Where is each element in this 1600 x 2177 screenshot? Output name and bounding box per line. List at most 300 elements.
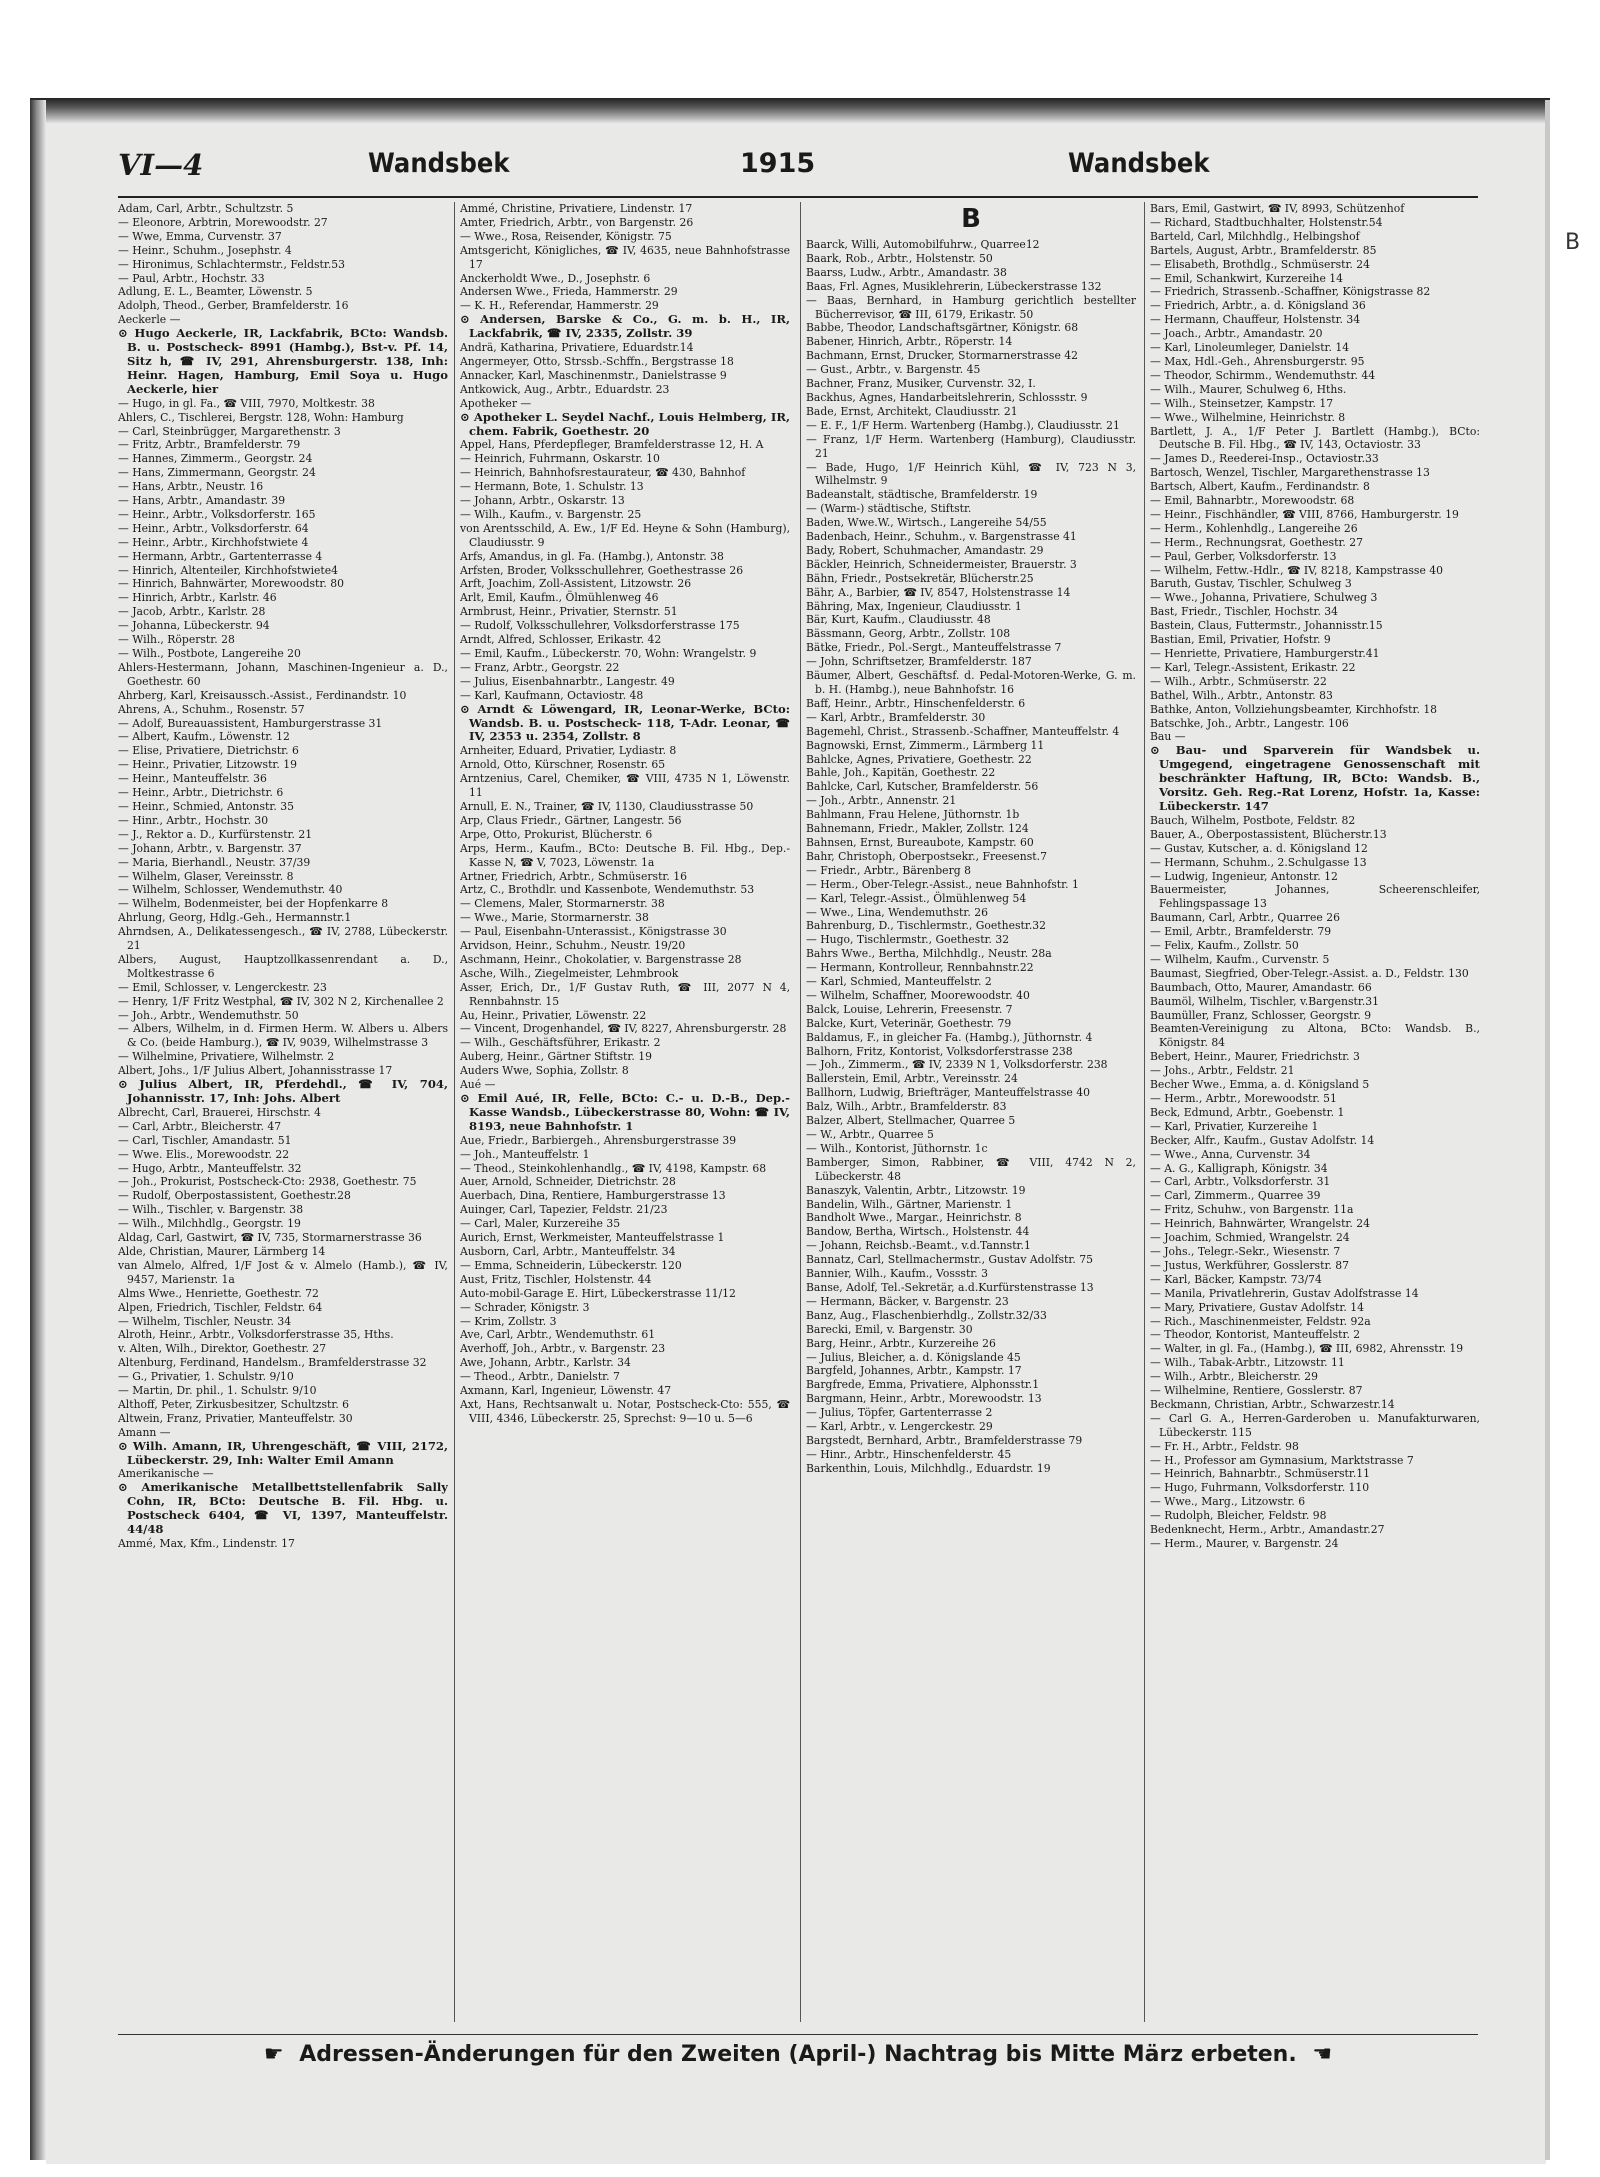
directory-entry: Babbe, Theodor, Landschaftsgärtner, Königstr. 68 [806, 321, 1079, 335]
pointing-hand-icon: ☚ [1312, 2042, 1333, 2067]
directory-entry: — Wilh., Postbote, Langereihe 20 [118, 647, 301, 660]
directory-entry: — Friedrich, Strassenb.-Schaffner, Königstrasse 82 [1150, 285, 1431, 299]
directory-entry: — Franz, 1/F Herm. Wartenberg (Hamburg), Claudiusstr. 21 [806, 432, 1136, 460]
directory-entry: — Paul, Gerber, Volksdorferstr. 13 [1150, 549, 1337, 563]
directory-entry: Ahlers-Hestermann, Johann, Maschinen-Ingenieur a. D., Goethestr. 60 [118, 660, 448, 688]
directory-entry: — Johann, Arbtr., v. Bargenstr. 37 [118, 841, 302, 855]
directory-entry: Arps, Herm., Kaufm., BCto: Deutsche B. Fil. Hbg., Dep.-Kasse N, ☎ V, 7023, Löwenstr. 1a [460, 841, 790, 869]
directory-entry: — Hermann, Kontrolleur, Rennbahnstr.22 [806, 961, 1034, 975]
directory-entry: — Henry, 1/F Fritz Westphal, ☎ IV, 302 N 2, Kirchenallee 2 [118, 994, 444, 1008]
directory-entry: Artz, C., Brothdlr. und Kassenbote, Wendemuthstr. 53 [460, 883, 755, 897]
directory-entry: — Wilh., Milchhdlg., Georgstr. 19 [118, 1217, 301, 1231]
directory-entry: — Hinrich, Altenteiler, Kirchhofstwiete4 [118, 563, 339, 577]
directory-entry: Baumüller, Franz, Schlosser, Georgstr. 9 [1150, 1008, 1372, 1022]
directory-entry: — Henriette, Privatiere, Hamburgerstr.41 [1150, 647, 1380, 660]
directory-entry: Baldamus, F., in gleicher Fa. (Hambg.), Jüthornstr. 4 [806, 1030, 1093, 1044]
directory-entry: — Wilh., Geschäftsführer, Erikastr. 2 [460, 1036, 661, 1050]
directory-entry: Bätke, Friedr., Pol.-Sergt., Manteuffelstrasse 7 [806, 641, 1062, 655]
directory-entry: — Wilhelm, Kaufm., Curvenstr. 5 [1150, 952, 1330, 966]
directory-entry: Altenburg, Ferdinand, Handelsm., Bramfelderstrasse 32 [118, 1356, 427, 1370]
directory-entry: — Rudolph, Bleicher, Feldstr. 98 [1150, 1509, 1327, 1523]
directory-entry: — Johs., Telegr.-Sekr., Wiesenstr. 7 [1150, 1244, 1341, 1258]
directory-entry: — Wilh., Tabak-Arbtr., Litzowstr. 11 [1150, 1356, 1345, 1370]
directory-entry: — Emil, Bahnarbtr., Morewoodstr. 68 [1150, 494, 1355, 508]
directory-entry: — Bade, Hugo, 1/F Heinrich Kühl, ☎ IV, 723 N 3, Wilhelmstr. 9 [806, 460, 1136, 488]
directory-entry: — Wwe., Rosa, Reisender, Königstr. 75 [460, 229, 672, 243]
directory-entry: — Hans, Arbtr., Amandastr. 39 [118, 494, 286, 508]
directory-entry: — Wilhelm, Schlosser, Wendemuthstr. 40 [118, 883, 343, 897]
directory-entry: Banz, Aug., Flaschenbierhdlg., Zollstr.32/33 [806, 1308, 1047, 1322]
directory-entry: Bähn, Friedr., Postsekretär, Blücherstr.25 [806, 571, 1034, 585]
directory-entry: — Herm., Ober-Telegr.-Assist., neue Bahnhofstr. 1 [806, 877, 1079, 891]
directory-entry: Alde, Christian, Maurer, Lärmberg 14 [118, 1244, 326, 1258]
directory-entry: Baff, Heinr., Arbtr., Hinschenfelderstr. 6 [806, 696, 1026, 710]
directory-entry: — Wilhelm, Fettw.-Hdlr., ☎ IV, 8218, Kampstrasse 40 [1150, 563, 1444, 577]
directory-entry: Barteld, Carl, Milchhdlg., Helbingshof [1150, 229, 1360, 243]
directory-entry: Awe, Johann, Arbtr., Karlstr. 34 [460, 1356, 631, 1370]
directory-entry: — Rich., Maschinenmeister, Feldstr. 92a [1150, 1314, 1371, 1328]
directory-entry: — Hinrich, Bahnwärter, Morewoodstr. 80 [118, 577, 344, 591]
directory-entry: Bahnemann, Friedr., Makler, Zollstr. 124 [806, 822, 1029, 836]
directory-entry: Bargfeld, Johannes, Arbtr., Kampstr. 17 [806, 1364, 1022, 1378]
directory-entry: Arlt, Emil, Kaufm., Ölmühlenweg 46 [460, 591, 659, 605]
directory-entry: ⊙ Emil Aué, IR, Felle, BCto: C.- u. D.-B., Dep.-Kasse Wandsb., Lübeckerstrasse 80, Wohn: ☎ IV, 8193, neue Bahnhofstr. 1 [460, 1091, 790, 1133]
directory-entry: — Gust., Arbtr., v. Bargenstr. 45 [806, 363, 981, 377]
scan-shadow-top [30, 98, 1550, 124]
directory-entry: Baruth, Gustav, Tischler, Schulweg 3 [1150, 577, 1352, 591]
directory-entry: — Krim, Zollstr. 3 [460, 1314, 557, 1328]
directory-entry: — Heinr., Schuhm., Josephstr. 4 [118, 243, 292, 257]
directory-entry: Amtsgericht, Königliches, ☎ IV, 4635, neue Bahnhofstrasse 17 [460, 243, 790, 271]
scan-shadow-left [30, 100, 46, 2160]
directory-entry: — Theod., Steinkohlenhandlg., ☎ IV, 4198, Kampstr. 68 [460, 1161, 767, 1175]
directory-entry: Amann — [118, 1425, 171, 1439]
directory-entry: — Carl, Maler, Kurzereihe 35 [460, 1217, 621, 1231]
directory-entry: Bär, Kurt, Kaufm., Claudiusstr. 48 [806, 613, 991, 627]
directory-entry: Asser, Erich, Dr., 1/F Gustav Ruth, ☎ III, 2077 N 4, Rennbahnstr. 15 [460, 980, 790, 1008]
directory-entry: Ballerstein, Emil, Arbtr., Vereinsstr. 24 [806, 1072, 1018, 1086]
directory-entry: — Ludwig, Ingenieur, Antonstr. 12 [1150, 869, 1338, 883]
directory-entry: Aurich, Ernst, Werkmeister, Manteuffelstrasse 1 [460, 1231, 725, 1245]
directory-entry: — W., Arbtr., Quarree 5 [806, 1128, 934, 1141]
directory-entry: Arnheiter, Eduard, Privatier, Lydiastr. 8 [460, 744, 677, 758]
directory-entry: Bahrs Wwe., Bertha, Milchhdlg., Neustr. 28a [806, 947, 1052, 961]
directory-entry: Batschke, Joh., Arbtr., Langestr. 106 [1150, 716, 1349, 730]
directory-entry: ⊙ Amerikanische Metallbettstellenfabrik Sally Cohn, IR, BCto: Deutsche B. Fil. Hbg. u. Postscheck 6404, ☎ VI, 1397, Manteuffelstr. 44/48 [118, 1480, 448, 1537]
directory-entry: Adam, Carl, Arbtr., Schultzstr. 5 [118, 202, 294, 215]
directory-entry: Bahrenburg, D., Tischlermstr., Goethestr.32 [806, 919, 1047, 933]
directory-entry: — Heinrich, Bahnwärter, Wrangelstr. 24 [1150, 1217, 1370, 1231]
directory-entry: Bauer, A., Oberpostassistent, Blücherstr.13 [1150, 827, 1387, 841]
directory-entry: Balhorn, Fritz, Kontorist, Volksdorferstrasse 238 [806, 1044, 1073, 1058]
directory-entry: — Rudolf, Oberpostassistent, Goethestr.28 [118, 1189, 351, 1203]
directory-entry: — Hugo, Fuhrmann, Volksdorferstr. 110 [1150, 1481, 1370, 1495]
directory-entry: — Karl, Kaufmann, Octaviostr. 48 [460, 688, 644, 702]
directory-entry: Bade, Ernst, Architekt, Claudiusstr. 21 [806, 404, 1018, 418]
directory-entry: Bagnowski, Ernst, Zimmerm., Lärmberg 11 [806, 738, 1045, 752]
directory-entry: Bahlcke, Agnes, Privatiere, Goethestr. 22 [806, 752, 1032, 766]
directory-entry: — Franz, Arbtr., Georgstr. 22 [460, 660, 620, 674]
directory-entry: Altwein, Franz, Privatier, Manteuffelstr. 30 [118, 1411, 353, 1425]
directory-entry: — Wwe., Lina, Wendemuthstr. 26 [806, 905, 988, 919]
directory-entry: ⊙ Andersen, Barske & Co., G. m. b. H., IR, Lackfabrik, ☎ IV, 2335, Zollstr. 39 [460, 312, 790, 341]
directory-entry: ⊙ Bau- und Sparverein für Wandsbek u. Umgegend, eingetragene Genossenschaft mit beschränkter Haftung, IR, BCto: Wandsb. B., Vorsitz. Geh. Reg.-Rat Lorenz, Hofstr. 1a, Kasse: Lübeckerstr. 147 [1150, 743, 1480, 813]
directory-entry: Bartels, August, Arbtr., Bramfelderstr. 85 [1150, 243, 1377, 257]
directory-entry: — Johs., Arbtr., Feldstr. 21 [1150, 1064, 1295, 1078]
directory-entry: Balz, Wilh., Arbtr., Bramfelderstr. 83 [806, 1100, 1007, 1114]
directory-entry: — Emil, Schankwirt, Kurzereihe 14 [1150, 271, 1344, 285]
directory-entry: Baumöl, Wilhelm, Tischler, v.Bargenstr.31 [1150, 994, 1380, 1008]
directory-entry: Bartosch, Wenzel, Tischler, Margarethenstrasse 13 [1150, 466, 1430, 480]
directory-entry: Bau — [1150, 730, 1186, 744]
directory-entry: Albrecht, Carl, Brauerei, Hirschstr. 4 [118, 1105, 321, 1119]
directory-entry: — Hugo, Arbtr., Manteuffelstr. 32 [118, 1161, 302, 1175]
directory-entry: — Vincent, Drogenhandel, ☎ IV, 8227, Ahrensburgerstr. 28 [460, 1022, 787, 1036]
directory-entry: — Carl, Zimmerm., Quarree 39 [1150, 1189, 1321, 1203]
directory-entry: Badeanstalt, städtische, Bramfelderstr. 19 [806, 488, 1038, 502]
directory-entry: — Hinr., Arbtr., Hinschenfelderstr. 45 [806, 1447, 1012, 1461]
directory-entry: Aldag, Carl, Gastwirt, ☎ IV, 735, Stormarnerstrasse 36 [118, 1231, 422, 1245]
directory-entry: Bandholt Wwe., Margar., Heinrichstr. 8 [806, 1211, 1022, 1225]
directory-entry: — Paul, Eisenbahn-Unterassist., Königstrasse 30 [460, 925, 727, 939]
directory-entry: — J., Rektor a. D., Kurfürstenstr. 21 [118, 827, 313, 841]
directory-entry: Arft, Joachim, Zoll-Assistent, Litzowstr. 26 [460, 577, 692, 591]
directory-entry: — Schrader, Königstr. 3 [460, 1300, 590, 1314]
directory-entry: — Joachim, Schmied, Wrangelstr. 24 [1150, 1231, 1350, 1245]
directory-entry: — Wilh., Kaufm., v. Bargenstr. 25 [460, 507, 642, 521]
directory-entry: — Hans, Zimmermann, Georgstr. 24 [118, 466, 316, 480]
directory-entry: — Johann, Reichsb.-Beamt., v.d.Tannstr.1 [806, 1239, 1031, 1253]
directory-entry: — Wilhelm, Schaffner, Moorewoodstr. 40 [806, 988, 1030, 1002]
directory-entry: Baark, Rob., Arbtr., Holstenstr. 50 [806, 251, 993, 265]
directory-entry: — Karl, Linoleumleger, Danielstr. 14 [1150, 341, 1350, 355]
directory-entry: — Wwe., Anna, Curvenstr. 34 [1150, 1147, 1311, 1161]
header-right-title: Wandsbek [1068, 148, 1210, 179]
directory-entry: — Heinr., Arbtr., Volksdorferstr. 64 [118, 521, 309, 535]
directory-entry: — Hinr., Arbtr., Hochstr. 30 [118, 813, 269, 827]
directory-entry: — Felix, Kaufm., Zollstr. 50 [1150, 939, 1299, 953]
directory-entry: — Wilh., Arbtr., Schmüserstr. 22 [1150, 674, 1327, 688]
directory-entry: — Paul, Arbtr., Hochstr. 33 [118, 271, 265, 285]
directory-entry: Arntzenius, Carel, Chemiker, ☎ VIII, 4735 N 1, Löwenstr. 11 [460, 772, 790, 800]
directory-entry: Bandelin, Wilh., Gärtner, Marienstr. 1 [806, 1197, 1013, 1211]
directory-entry: — Julius, Töpfer, Gartenterrasse 2 [806, 1406, 993, 1420]
directory-entry: — Heinr., Arbtr., Dietrichstr. 6 [118, 786, 284, 800]
directory-entry: — Heinr., Manteuffelstr. 36 [118, 772, 267, 786]
directory-entry: Baumbach, Otto, Maurer, Amandastr. 66 [1150, 980, 1372, 994]
directory-entry: — Wilh., Steinsetzer, Kampstr. 17 [1150, 396, 1334, 410]
directory-entry: — Elisabeth, Brothdlg., Schmüserstr. 24 [1150, 257, 1371, 271]
directory-entry: — Martin, Dr. phil., 1. Schulstr. 9/10 [118, 1384, 317, 1398]
directory-entry: — Wilhelmine, Rentiere, Gosslerstr. 87 [1150, 1384, 1363, 1398]
directory-entry: Aust, Fritz, Tischler, Holstenstr. 44 [460, 1272, 652, 1286]
directory-entry: — Herm., Arbtr., Morewoodstr. 51 [1150, 1092, 1337, 1105]
directory-entry: — Wilhelm, Bodenmeister, bei der Hopfenkarre 8 [118, 897, 389, 911]
directory-entry: Apotheker — [460, 396, 532, 410]
directory-entry: — Manila, Privatlehrerin, Gustav Adolfstrasse 14 [1150, 1286, 1419, 1300]
directory-entry: Banse, Adolf, Tel.-Sekretär, a.d.Kurfürstenstrasse 13 [806, 1280, 1094, 1294]
directory-entry: Auerbach, Dina, Rentiere, Hamburgerstrasse 13 [460, 1189, 726, 1203]
directory-entry: — Elise, Privatiere, Dietrichstr. 6 [118, 744, 299, 758]
directory-entry: — Emma, Schneiderin, Lübeckerstr. 120 [460, 1258, 682, 1272]
directory-entry: Barg, Heinr., Arbtr., Kurzereihe 26 [806, 1336, 996, 1350]
directory-entry: Becher Wwe., Emma, a. d. Königsland 5 [1150, 1078, 1370, 1092]
directory-entry: Ahrlung, Georg, Hdlg.-Geh., Hermannstr.1 [118, 911, 352, 925]
directory-entry: Adlung, E. L., Beamter, Löwenstr. 5 [118, 285, 313, 299]
directory-entry: Bargstedt, Bernhard, Arbtr., Bramfelderstrasse 79 [806, 1433, 1083, 1447]
directory-entry: Ave, Carl, Arbtr., Wendemuthstr. 61 [460, 1328, 656, 1342]
directory-entry: — Friedrich, Arbtr., a. d. Königsland 36 [1150, 299, 1366, 313]
directory-entry: — Wilh., Tischler, v. Bargenstr. 38 [118, 1203, 304, 1217]
directory-entry: Ahlers, C., Tischlerei, Bergstr. 128, Wohn: Hamburg [118, 410, 404, 424]
directory-entry: Bahr, Christoph, Oberpostsekr., Freesenst.7 [806, 849, 1047, 863]
directory-entry: — Carl, Tischler, Amandastr. 51 [118, 1133, 292, 1147]
directory-entry: v. Alten, Wilh., Direktor, Goethestr. 27 [118, 1342, 327, 1356]
directory-entry: — Rudolf, Volksschullehrer, Volksdorferstrasse 175 [460, 619, 740, 633]
directory-entry: Ausborn, Carl, Arbtr., Manteuffelstr. 34 [460, 1244, 676, 1258]
directory-entry: — Richard, Stadtbuchhalter, Holstenstr.54 [1150, 215, 1383, 229]
directory-entry: Ballhorn, Ludwig, Briefträger, Manteuffelstrasse 40 [806, 1086, 1090, 1100]
directory-entry: — Johanna, Lübeckerstr. 94 [118, 619, 270, 633]
directory-entry: Andersen Wwe., Frieda, Hammerstr. 29 [460, 285, 678, 299]
directory-entry: — John, Schriftsetzer, Bramfelderstr. 187 [806, 655, 1032, 669]
directory-entry: Balck, Louise, Lehrerin, Freesenstr. 7 [806, 1002, 1013, 1016]
directory-entry: Ahrens, A., Schuhm., Rosenstr. 57 [118, 702, 305, 716]
directory-entry: ⊙ Arndt & Löwengard, IR, Leonar-Werke, BCto: Wandsb. B. u. Postscheck- 118, T-Adr. Leonar, ☎ IV, 2353 u. 2354, Zollstr. 8 [460, 701, 790, 744]
directory-entry: Appel, Hans, Pferdepfleger, Bramfelderstrasse 12, H. A [460, 438, 764, 452]
page-header [118, 148, 1473, 190]
directory-entry: — G., Privatier, 1. Schulstr. 9/10 [118, 1370, 294, 1384]
directory-entry: ⊙ Wilh. Amann, IR, Uhrengeschäft, ☎ VIII, 2172, Lübeckerstr. 29, Inh: Walter Emil Amann [118, 1438, 448, 1467]
directory-entry: — Joh., Arbtr., Annenstr. 21 [806, 794, 957, 808]
directory-column-4 [1150, 202, 1480, 2032]
directory-entry: Bargmann, Heinr., Arbtr., Morewoodstr. 13 [806, 1392, 1042, 1406]
directory-entry: — Gustav, Kutscher, a. d. Königsland 12 [1150, 841, 1368, 855]
footer-text: Adressen-Änderungen für den Zweiten (April-) Nachtrag bis Mitte März erbeten. [299, 2042, 1297, 2067]
directory-entry: — Baas, Bernhard, in Hamburg gerichtlich bestellter Bücherrevisor, ☎ III, 6179, Erikastr. 50 [806, 293, 1136, 321]
directory-entry: Alpen, Friedrich, Tischler, Feldstr. 64 [118, 1300, 323, 1314]
directory-entry: Bartlett, J. A., 1/F Peter J. Bartlett (Hambg.), BCto: Deutsche B. Fil. Hbg., ☎ IV, 143, Octaviostr. 33 [1150, 424, 1480, 452]
directory-entry: Bachmann, Ernst, Drucker, Stormarnerstrasse 42 [806, 349, 1079, 363]
directory-entry: Beckmann, Christian, Arbtr., Schwarzestr.14 [1150, 1397, 1395, 1411]
directory-entry: Adolph, Theod., Gerber, Bramfelderstr. 16 [118, 299, 349, 313]
directory-entry: Baas, Frl. Agnes, Musiklehrerin, Lübeckerstrasse 132 [806, 279, 1102, 293]
directory-entry: — Emil, Schlosser, v. Lengerckestr. 23 [118, 980, 327, 994]
directory-entry: — Joh., Arbtr., Wendemuthstr. 50 [118, 1008, 299, 1022]
directory-entry: Bastian, Emil, Privatier, Hofstr. 9 [1150, 633, 1331, 647]
directory-entry: — Wwe, Emma, Curvenstr. 37 [118, 229, 282, 243]
directory-entry: Aue, Friedr., Barbiergeh., Ahrensburgerstrasse 39 [460, 1133, 737, 1147]
directory-entry: — Karl, Telegr.-Assist., Ölmühlenweg 54 [806, 891, 1027, 905]
directory-entry: Ammé, Max, Kfm., Lindenstr. 17 [118, 1537, 295, 1550]
directory-entry: Banaszyk, Valentin, Arbtr., Litzowstr. 19 [806, 1183, 1026, 1197]
directory-entry: Babener, Hinrich, Arbtr., Röperstr. 14 [806, 335, 1013, 349]
directory-entry: Bähr, A., Barbier, ☎ IV, 8547, Holstenstrasse 14 [806, 585, 1071, 599]
directory-entry: Baarss, Ludw., Arbtr., Amandastr. 38 [806, 265, 1007, 279]
directory-entry: — Theod., Arbtr., Danielstr. 7 [460, 1370, 620, 1384]
directory-entry: — Adolf, Bureauassistent, Hamburgerstrasse 31 [118, 716, 383, 730]
directory-entry: Baden, Wwe.W., Wirtsch., Langereihe 54/55 [806, 516, 1047, 530]
directory-entry: Bäckler, Heinrich, Schneidermeister, Brauerstr. 3 [806, 557, 1077, 571]
directory-entry: Bahlmann, Frau Helene, Jüthornstr. 1b [806, 808, 1020, 822]
directory-entry: Bartsch, Albert, Kaufm., Ferdinandstr. 8 [1150, 480, 1370, 494]
directory-entry: ⊙ Hugo Aeckerle, IR, Lackfabrik, BCto: Wandsb. B. u. Postscheck- 8991 (Hambg.), Bst-v. Pf. 14, Sitz h, ☎ IV, 291, Ahrensburgerstr. 138, Inh: Heinr. Hagen, Hamburg, Emil Soya u. Hugo Aeckerle, hier [118, 326, 448, 396]
directory-entry: — Albers, Wilhelm, in d. Firmen Herm. W. Albers u. Albers & Co. (beide Hamburg.), ☎ IV, 9039, Wilhelmstrasse 3 [118, 1022, 448, 1050]
directory-entry: Bast, Friedr., Tischler, Hochstr. 34 [1150, 605, 1339, 619]
directory-entry: ⊙ Apotheker L. Seydel Nachf., Louis Helmberg, IR, chem. Fabrik, Goethestr. 20 [460, 409, 790, 438]
directory-entry: Arp, Claus Friedr., Gärtner, Langestr. 56 [460, 813, 682, 827]
directory-entry: — Heinr., Arbtr., Kirchhofstwiete 4 [118, 535, 309, 549]
directory-entry: — Albert, Kaufm., Löwenstr. 12 [118, 730, 290, 744]
directory-entry: — Fritz, Arbtr., Bramfelderstr. 79 [118, 438, 301, 452]
directory-entry: Auto-mobil-Garage E. Hirt, Lübeckerstrasse 11/12 [460, 1286, 736, 1300]
directory-entry: Amter, Friedrich, Arbtr., von Bargenstr. 26 [460, 215, 694, 229]
margin-mark: B [1565, 230, 1581, 255]
directory-entry: Bargfrede, Emma, Privatiere, Alphonsstr.1 [806, 1378, 1040, 1392]
directory-entry: Bähring, Max, Ingenieur, Claudiusstr. 1 [806, 599, 1022, 613]
directory-entry: Badenbach, Heinr., Schuhm., v. Bargenstrasse 41 [806, 530, 1077, 544]
directory-entry: Arpe, Otto, Prokurist, Blücherstr. 6 [460, 827, 653, 841]
directory-entry: Bagemehl, Christ., Strassenb.-Schaffner, Manteuffelstr. 4 [806, 724, 1120, 738]
directory-entry: — Heinrich, Bahnhofsrestaurateur, ☎ 430, Bahnhof [460, 466, 746, 480]
directory-entry: Bässmann, Georg, Arbtr., Zollstr. 108 [806, 627, 1011, 641]
directory-column-2 [460, 202, 790, 2032]
directory-column-1 [118, 202, 448, 2032]
page-edge [1545, 100, 1550, 2160]
directory-entry: — (Warm-) städtische, Stiftstr. [806, 502, 972, 516]
directory-entry: Arnull, E. N., Trainer, ☎ IV, 1130, Claudiusstrasse 50 [460, 799, 754, 813]
directory-entry: Barecki, Emil, v. Bargenstr. 30 [806, 1322, 973, 1336]
directory-entry: — Karl, Arbtr., Bramfelderstr. 30 [806, 710, 986, 724]
directory-entry: — Karl, Bäcker, Kampstr. 73/74 [1150, 1272, 1322, 1286]
directory-entry: Bebert, Heinr., Maurer, Friedrichstr. 3 [1150, 1050, 1360, 1064]
directory-entry: Beamten-Vereinigung zu Altona, BCto: Wandsb. B., Königstr. 84 [1150, 1022, 1480, 1050]
page-number: VI—4 [118, 148, 204, 182]
directory-entry: — Karl, Privatier, Kurzereihe 1 [1150, 1119, 1319, 1133]
directory-entry: — Hinrich, Arbtr., Karlstr. 46 [118, 591, 277, 605]
directory-entry: Bamberger, Simon, Rabbiner, ☎ VIII, 4742 N 2, Lübeckerstr. 48 [806, 1155, 1136, 1183]
directory-entry: — Hermann, Schuhm., 2.Schulgasse 13 [1150, 855, 1367, 869]
directory-entry: — Wwe., Marie, Stormarnerstr. 38 [460, 911, 649, 925]
directory-entry: Bedenknecht, Herm., Arbtr., Amandastr.27 [1150, 1523, 1385, 1537]
directory-entry: Balzer, Albert, Stellmacher, Quarree 5 [806, 1114, 1016, 1128]
directory-entry: Bäumer, Albert, Geschäftsf. d. Pedal-Motoren-Werke, G. m. b. H. (Hambg.), neue Bahnhofstr. 16 [806, 669, 1136, 696]
directory-entry: — Wilh., Arbtr., Bleicherstr. 29 [1150, 1370, 1319, 1384]
directory-entry: — Karl, Schmied, Manteuffelstr. 2 [806, 975, 992, 989]
directory-entry: — Herm., Maurer, v. Bargenstr. 24 [1150, 1537, 1339, 1550]
directory-entry: Anckerholdt Wwe., D., Josephstr. 6 [460, 271, 651, 285]
directory-columns [118, 202, 1480, 2032]
directory-entry: Bahnsen, Ernst, Bureaubote, Kampstr. 60 [806, 835, 1034, 849]
directory-entry: Axt, Hans, Rechtsanwalt u. Notar, Postscheck-Cto: 555, ☎ VIII, 4346, Lübeckerstr. 25, Sprechst: 9—10 u. 5—6 [460, 1397, 790, 1425]
directory-entry: von Arentsschild, A. Ew., 1/F Ed. Heyne & Sohn (Hamburg), Claudiusstr. 9 [460, 521, 790, 549]
directory-entry: Albert, Johs., 1/F Julius Albert, Johannisstrasse 17 [118, 1064, 393, 1078]
directory-entry: — Clemens, Maler, Stormarnerstr. 38 [460, 897, 665, 911]
directory-entry: — Theodor, Kontorist, Manteuffelstr. 2 [1150, 1328, 1361, 1342]
directory-entry: — Heinr., Schmied, Antonstr. 35 [118, 799, 294, 813]
directory-entry: — Eleonore, Arbtrin, Morewoodstr. 27 [118, 215, 328, 229]
directory-entry: Bady, Robert, Schuhmacher, Amandastr. 29 [806, 543, 1044, 557]
directory-entry: Ammé, Christine, Privatiere, Lindenstr. 17 [460, 202, 693, 215]
directory-entry: — Wilh., Maurer, Schulweg 6, Hths. [1150, 382, 1347, 396]
directory-entry: Angermeyer, Otto, Strssb.-Schffn., Bergstrasse 18 [460, 354, 734, 368]
directory-entry: Baumann, Carl, Arbtr., Quarree 26 [1150, 911, 1340, 925]
directory-entry: — Jacob, Arbtr., Karlstr. 28 [118, 605, 266, 619]
directory-entry: — Hannes, Zimmerm., Georgstr. 24 [118, 452, 313, 466]
directory-entry: — Wwe., Wilhelmine, Heinrichstr. 8 [1150, 410, 1346, 424]
directory-column-3 [806, 202, 1136, 2032]
directory-entry: Bars, Emil, Gastwirt, ☎ IV, 8993, Schützenhof [1150, 202, 1405, 215]
directory-entry: Althoff, Peter, Zirkusbesitzer, Schultzstr. 6 [118, 1397, 350, 1411]
directory-entry: — Johann, Arbtr., Oskarstr. 13 [460, 494, 625, 508]
directory-entry: — Friedr., Arbtr., Bärenberg 8 [806, 863, 971, 877]
directory-entry: Baumast, Siegfried, Ober-Telegr.-Assist. a. D., Feldstr. 130 [1150, 966, 1469, 980]
directory-entry: Asche, Wilh., Ziegelmeister, Lehmbrook [460, 966, 679, 980]
directory-entry: Alms Wwe., Henriette, Goethestr. 72 [118, 1286, 319, 1300]
directory-entry: — Wilhelm, Tischler, Neustr. 34 [118, 1314, 292, 1328]
directory-entry: Bauermeister, Johannes, Scheerenschleifer, Fehlingspassage 13 [1150, 883, 1480, 911]
directory-entry: Balcke, Kurt, Veterinär, Goethestr. 79 [806, 1016, 1012, 1030]
footer-rule [118, 2034, 1478, 2035]
directory-entry: — Carl G. A., Herren-Garderoben u. Manufakturwaren, Lübeckerstr. 115 [1150, 1411, 1480, 1439]
directory-entry: Andrä, Katharina, Privatiere, Eduardstr.14 [460, 341, 694, 355]
directory-entry: Auberg, Heinr., Gärtner Stiftstr. 19 [460, 1050, 652, 1064]
directory-entry: Amerikanische — [118, 1467, 214, 1481]
directory-entry: Averhoff, Joh., Arbtr., v. Bargenstr. 23 [460, 1342, 666, 1356]
directory-entry: Arfsten, Broder, Volksschullehrer, Goethestrasse 26 [460, 563, 744, 577]
directory-entry: Bannier, Wilh., Kaufm., Vossstr. 3 [806, 1267, 988, 1281]
directory-entry: Arfs, Amandus, in gl. Fa. (Hambg.), Antonstr. 38 [460, 549, 724, 563]
directory-entry: Barkenthin, Louis, Milchhdlg., Eduardstr. 19 [806, 1461, 1051, 1475]
directory-entry: Artner, Friedrich, Arbtr., Schmüserstr. 16 [460, 869, 687, 883]
directory-entry: — Walter, in gl. Fa., (Hambg.), ☎ III, 6982, Ahrensstr. 19 [1150, 1342, 1464, 1356]
directory-entry: Annacker, Karl, Maschinenmstr., Danielstrasse 9 [460, 368, 727, 382]
directory-entry: Alroth, Heinr., Arbtr., Volksdorferstrasse 35, Hths. [118, 1328, 394, 1342]
header-rule [118, 196, 1478, 198]
directory-entry: Bathel, Wilh., Arbtr., Antonstr. 83 [1150, 688, 1333, 702]
directory-entry: — Hans, Arbtr., Neustr. 16 [118, 480, 264, 494]
directory-entry: — K. H., Referendar, Hammerstr. 29 [460, 299, 659, 313]
directory-entry: — H., Professor am Gymnasium, Marktstrasse 7 [1150, 1453, 1414, 1467]
directory-entry: — Herm., Rechnungsrat, Goethestr. 27 [1150, 535, 1364, 549]
section-letter: B [961, 204, 981, 234]
directory-entry: — Joh., Manteuffelstr. 1 [460, 1147, 590, 1161]
directory-entry: Au, Heinr., Privatier, Löwenstr. 22 [460, 1008, 647, 1022]
directory-entry: Bastein, Claus, Futtermstr., Johannisstr.15 [1150, 619, 1383, 633]
pointing-hand-icon: ☛ [263, 2042, 284, 2067]
directory-entry: Albers, August, Hauptzollkassenrendant a. D., Moltkestrasse 6 [118, 952, 448, 980]
directory-entry: — Theodor, Schirmm., Wendemuthstr. 44 [1150, 368, 1376, 382]
directory-entry: Aeckerle — [118, 313, 181, 327]
directory-entry: — Wilh., Kontorist, Jüthornstr. 1c [806, 1141, 988, 1155]
directory-entry: — Carl, Steinbrügger, Margarethenstr. 3 [118, 424, 341, 438]
directory-entry: — James D., Reederei-Insp., Octaviostr.33 [1150, 452, 1379, 466]
header-left-title: Wandsbek [368, 148, 510, 179]
directory-entry: Arndt, Alfred, Schlosser, Erikastr. 42 [460, 633, 662, 647]
footer-notice [118, 2042, 1478, 2067]
directory-entry: — Carl, Arbtr., Bleicherstr. 47 [118, 1119, 282, 1133]
directory-entry: — Hironimus, Schlachtermstr., Feldstr.53 [118, 257, 346, 271]
directory-entry: — Wilh., Röperstr. 28 [118, 633, 235, 647]
directory-entry: — Maria, Bierhandl., Neustr. 37/39 [118, 855, 311, 869]
directory-entry: — Wilhelmine, Privatiere, Wilhelmstr. 2 [118, 1050, 335, 1064]
directory-entry: — Wilhelm, Glaser, Vereinsstr. 8 [118, 869, 294, 883]
directory-entry: Aschmann, Heinr., Chokolatier, v. Bargenstrasse 28 [460, 952, 742, 966]
directory-entry: van Almelo, Alfred, 1/F Jost & v. Almelo (Hamb.), ☎ IV, 9457, Marienstr. 1a [118, 1258, 448, 1286]
directory-entry: — Heinr., Fischhändler, ☎ VIII, 8766, Hamburgerstr. 19 [1150, 507, 1459, 521]
directory-entry: Ahrndsen, A., Delikatessengesch., ☎ IV, 2788, Lübeckerstr. 21 [118, 925, 448, 953]
directory-entry: — Emil, Kaufm., Lübeckerstr. 70, Wohn: Wrangelstr. 9 [460, 647, 757, 660]
